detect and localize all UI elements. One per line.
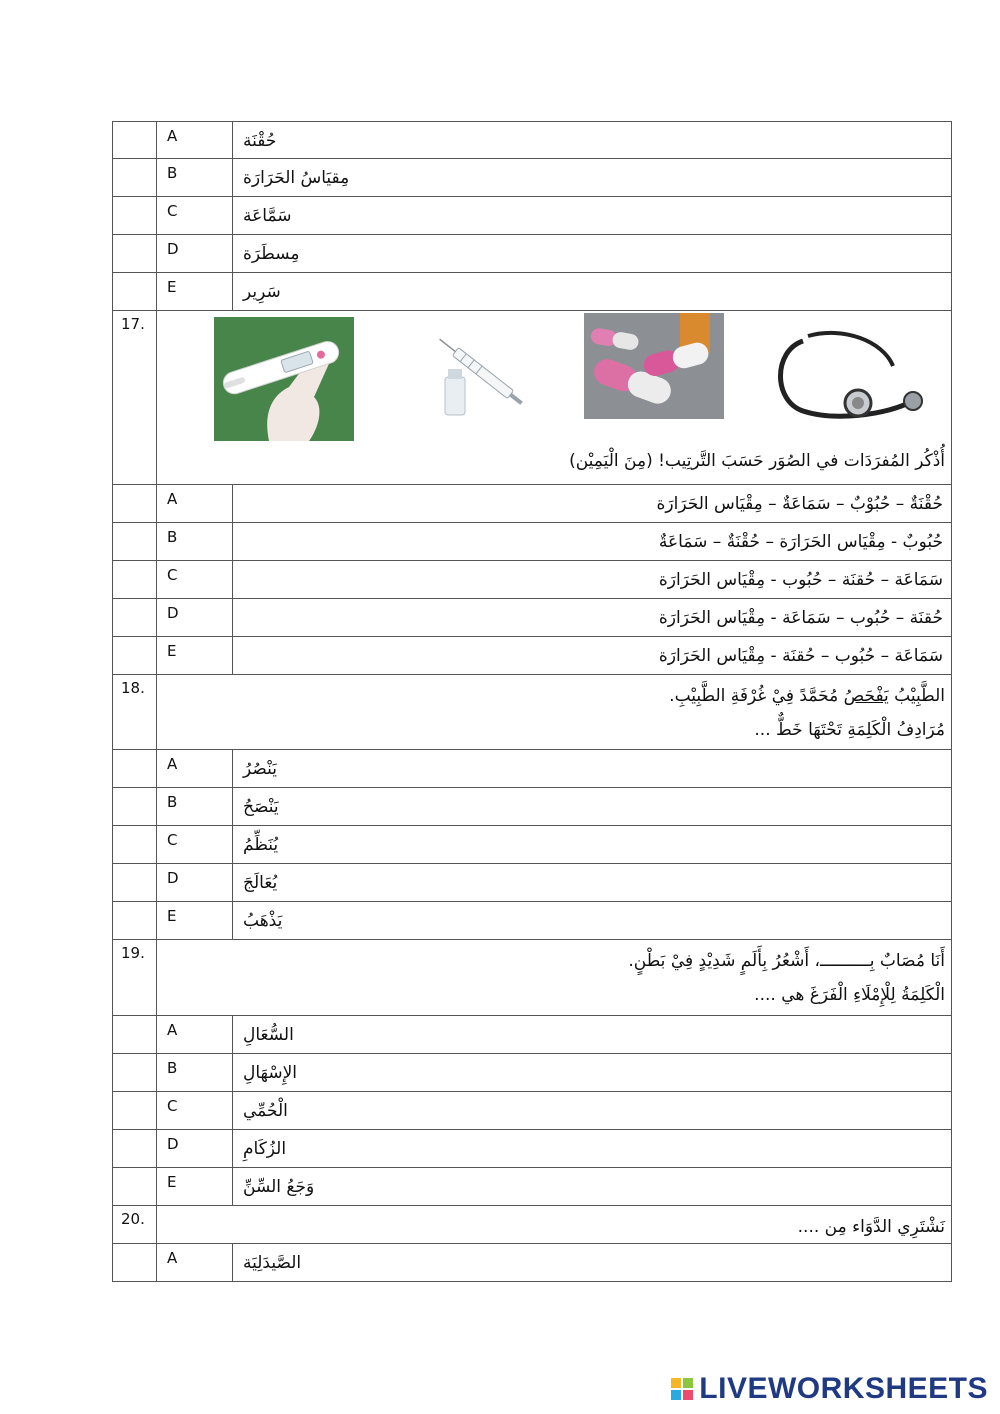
option-row-E[interactable] <box>112 637 952 675</box>
question-19-line1: أَنَا مُصَابٌ بِــــــــــ، أَشْعُرُ بِأَلَمٍ شَدِيْدٍ فِيْ بَطْنٍ. <box>628 951 945 971</box>
option-letter: A <box>157 485 233 522</box>
number-cell <box>113 1130 157 1167</box>
option-letter: B <box>157 159 233 196</box>
option-row-B[interactable] <box>112 1054 952 1092</box>
option-letter: C <box>157 1092 233 1129</box>
option-row-A[interactable] <box>112 750 952 788</box>
option-text: حُقنَة – حُبُوب – سَمَاعَة - مِقْيَاس الحَرَارَة <box>658 608 943 628</box>
option-letter: A <box>157 1244 233 1281</box>
syringe-image <box>419 325 539 425</box>
number-cell <box>113 637 157 674</box>
option-text: يَنْصَحُ <box>243 797 279 817</box>
number-cell <box>113 122 157 158</box>
option-letter: E <box>157 1168 233 1205</box>
question-number: 19. <box>113 940 157 1015</box>
option-letter: B <box>157 523 233 560</box>
option-row-C[interactable] <box>112 197 952 235</box>
option-text: سَمَّاعَة <box>243 206 292 226</box>
option-letter: D <box>157 1130 233 1167</box>
question-17-content <box>157 311 951 484</box>
option-row-D[interactable] <box>112 235 952 273</box>
option-text: حُبُوبٌ - مِقْيَاس الحَرَارَة – حُقْنَةٌ – سَمَاعَةٌ <box>658 532 943 552</box>
option-letter: E <box>157 637 233 674</box>
option-text: مِقيَاسُ الحَرَارَة <box>243 168 350 188</box>
number-cell <box>113 902 157 939</box>
option-letter: A <box>157 750 233 787</box>
number-cell <box>113 1054 157 1091</box>
thermometer-image <box>214 317 354 441</box>
number-cell <box>113 159 157 196</box>
worksheet-table <box>112 121 952 1282</box>
question-number: 17. <box>113 311 157 484</box>
stethoscope-image <box>763 321 933 431</box>
number-cell <box>113 561 157 598</box>
question-20-row <box>112 1206 952 1244</box>
brand-name: LIVEWORKSHEETS <box>699 1372 988 1405</box>
option-letter: B <box>157 788 233 825</box>
question-18-row <box>112 675 952 750</box>
question-17-prompt: أُذْكُر المُفرَدَات في الصُوَر حَسَبَ التَّرتِيب! (مِنَ الْيَمِيْن) <box>569 451 945 471</box>
option-letter: D <box>157 599 233 636</box>
option-row-A[interactable] <box>112 121 952 159</box>
option-row-E[interactable] <box>112 902 952 940</box>
question-number: 20. <box>113 1206 157 1243</box>
question-17-row <box>112 311 952 485</box>
option-text: السُّعَالِ <box>243 1025 294 1045</box>
question-number: 18. <box>113 675 157 749</box>
option-row-D[interactable] <box>112 1130 952 1168</box>
number-cell <box>113 826 157 863</box>
liveworksheets-logo-icon <box>671 1378 693 1400</box>
question-18-line1: الطَّبِيْبُ يَفْحَصُ مُحَمَّدً فِيْ غُرْفَةِ الطَّبِيْبِ. <box>669 686 945 706</box>
option-letter: A <box>157 122 233 158</box>
number-cell <box>113 235 157 272</box>
option-row-A[interactable] <box>112 485 952 523</box>
number-cell <box>113 1244 157 1281</box>
number-cell <box>113 599 157 636</box>
option-text: مِسطَرَة <box>243 244 300 264</box>
option-text: سَمَاعَة – حُبُوب – حُقنَة - مِقْيَاس الحَرَارَة <box>658 646 943 666</box>
option-letter: C <box>157 197 233 234</box>
option-letter: E <box>157 902 233 939</box>
option-letter: C <box>157 826 233 863</box>
option-row-A[interactable] <box>112 1016 952 1054</box>
option-row-D[interactable] <box>112 864 952 902</box>
number-cell <box>113 1016 157 1053</box>
option-row-B[interactable] <box>112 523 952 561</box>
option-text: يُنَظِّمُ <box>243 835 279 855</box>
number-cell <box>113 273 157 310</box>
underlined-word: يَفْحَصُ <box>843 686 889 706</box>
option-letter: E <box>157 273 233 310</box>
liveworksheets-footer <box>671 1372 988 1406</box>
option-letter: A <box>157 1016 233 1053</box>
question-19-row <box>112 940 952 1016</box>
option-row-C[interactable] <box>112 826 952 864</box>
number-cell <box>113 788 157 825</box>
number-cell <box>113 1168 157 1205</box>
option-row-C[interactable] <box>112 561 952 599</box>
number-cell <box>113 1092 157 1129</box>
option-row-D[interactable] <box>112 599 952 637</box>
option-row-B[interactable] <box>112 788 952 826</box>
number-cell <box>113 197 157 234</box>
number-cell <box>113 523 157 560</box>
option-text: الْحُمِّي <box>243 1101 288 1121</box>
option-text: سَرِير <box>243 282 281 302</box>
question-19-line2: الْكَلِمَةُ لِلْإِمْلَاءِ الْفَرَغَ هي .... <box>754 985 945 1005</box>
question-20-content <box>157 1206 951 1243</box>
number-cell <box>113 750 157 787</box>
option-letter: D <box>157 235 233 272</box>
option-text: حُقْنَةٌ – حُبُوْبٌ – سَمَاعَةٌ – مِقْيَاس الحَرَارَة <box>656 494 943 514</box>
option-text: يُعَالَجَ <box>243 873 278 893</box>
option-letter: B <box>157 1054 233 1091</box>
option-letter: D <box>157 864 233 901</box>
number-cell <box>113 485 157 522</box>
option-row-A[interactable] <box>112 1244 952 1282</box>
option-letter: C <box>157 561 233 598</box>
option-text: الإِسْهَالِ <box>243 1063 298 1083</box>
option-text: الزُكَامِ <box>243 1139 287 1159</box>
capsules-image <box>584 313 724 419</box>
option-text: وَجَعُ السِّنِّ <box>243 1177 315 1197</box>
option-text: يَنْصُرُ <box>243 759 277 779</box>
option-text: سَمَاعَة – حُقنَة – حُبُوب - مِقْيَاس الحَرَارَة <box>658 570 943 590</box>
question-18-content <box>157 675 951 749</box>
option-text: يَذْهَبُ <box>243 911 283 931</box>
question-18-line2: مُرَادِفُ الْكَلِمَةِ تَحْتَهَا خَطٌّ ... <box>754 720 945 740</box>
option-text: حُقْنَة <box>243 131 277 151</box>
image-strip <box>157 311 951 441</box>
option-row-E[interactable] <box>112 1168 952 1206</box>
option-row-C[interactable] <box>112 1092 952 1130</box>
number-cell <box>113 864 157 901</box>
option-text: الصَّيدَلِيَة <box>243 1253 302 1273</box>
question-20-line1: نَشْتَرِي الدَّوَاء مِن .... <box>797 1217 945 1237</box>
option-row-B[interactable] <box>112 159 952 197</box>
question-19-content <box>157 940 951 1015</box>
option-row-E[interactable] <box>112 273 952 311</box>
